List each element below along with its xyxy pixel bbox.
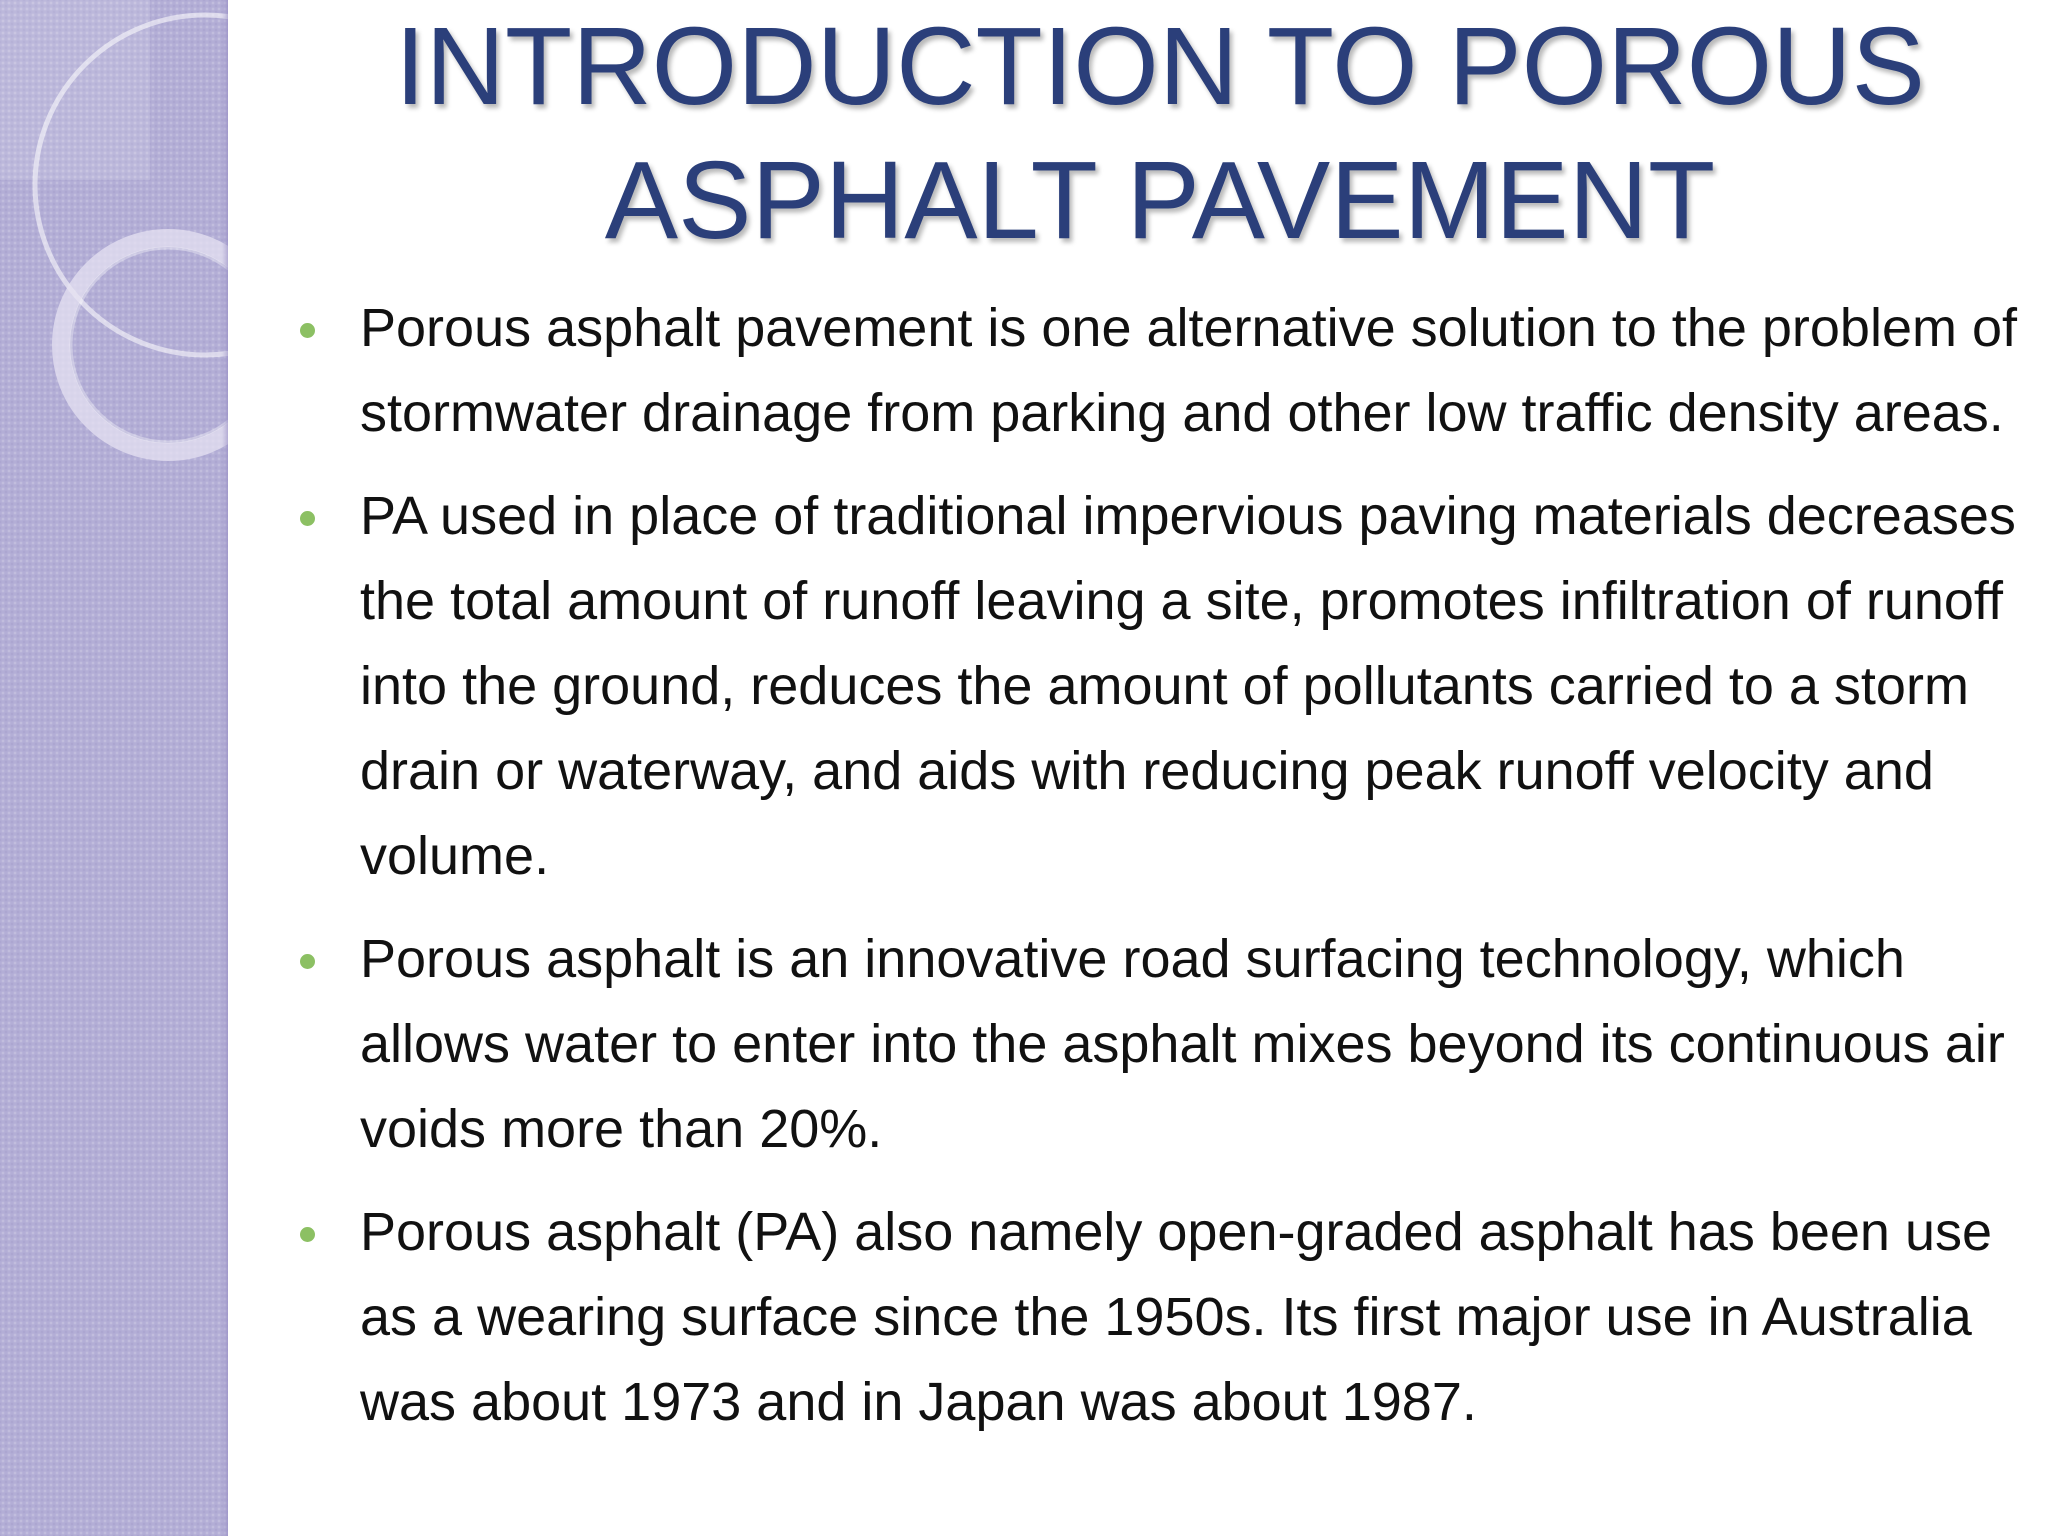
bullet-text: Porous asphalt is an innovative road surfacing technology, which allows water to enter into the asphalt mixes beyond its continuous air voids more than 20%. xyxy=(360,929,2005,1159)
bullet-text: Porous asphalt (PA) also namely open-graded asphalt has been use as a wearing surface since the 1950s. Its first major use in Australia was about 1973 and in Japan was about 1987. xyxy=(360,1202,1993,1432)
bullet-dot-icon xyxy=(300,1227,315,1242)
bullet-dot-icon xyxy=(300,954,315,969)
bullet-item xyxy=(300,474,2020,899)
bullet-item xyxy=(300,917,2020,1172)
decorative-circles-graphic xyxy=(0,0,228,1536)
slide-title-line-2: ASPHALT PAVEMENT xyxy=(604,139,1716,262)
bullet-text: Porous asphalt pavement is one alternative solution to the problem of stormwater drainage from parking and other low traffic density areas. xyxy=(360,298,2017,443)
slide-title-line-1: INTRODUCTION TO POROUS xyxy=(395,5,1925,128)
bullet-dot-icon xyxy=(300,323,315,338)
slide-title xyxy=(300,0,2020,268)
decorative-side-band xyxy=(0,0,228,1536)
bullet-list xyxy=(300,286,2020,1463)
bullet-item xyxy=(300,286,2020,456)
bullet-text: PA used in place of traditional impervious paving materials decreases the total amount of runoff leaving a site, promotes infiltration of runoff into the ground, reduces the amount of pollutants carried to a storm drain or waterway, and aids with reducing peak runoff velocity and volume. xyxy=(360,486,2016,886)
bullet-item xyxy=(300,1190,2020,1445)
bullet-dot-icon xyxy=(300,511,315,526)
